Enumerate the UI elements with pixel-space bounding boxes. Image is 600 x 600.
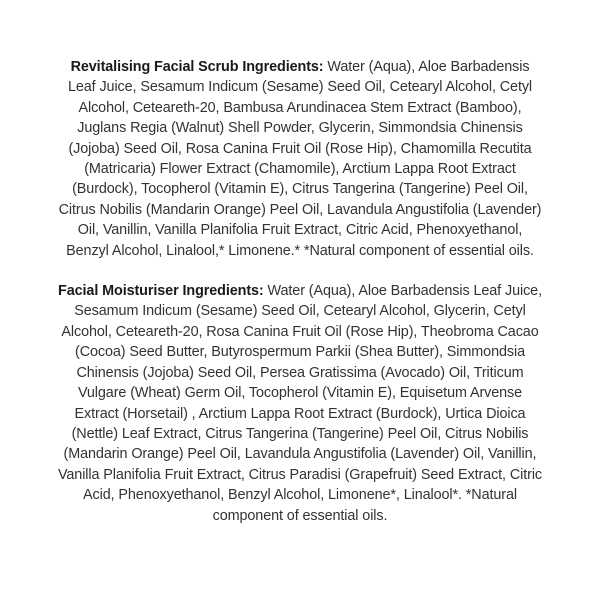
scrub-ingredients-list: Water (Aqua), Aloe Barbadensis Leaf Juice, Sesamum Indicum (Sesame) Seed Oil, Cetearyl Alcohol, Cetyl Alcohol, Ceteareth-20, Bambusa Arundinacea Stem Extract (Bamboo), Juglans Regia (Walnut) Shell Powder, Glycerin, Simmondsia Chinensis (Jojoba) Seed Oil, Rosa Canina Fruit Oil (Rose Hip), Chamomilla Recutita (Matricaria) Flower Extract (Chamomile), Arctium Lappa Root Extract (Burdock), Tocopherol (Vitamin E), Citrus Tangerina (Tangerine) Peel Oil, Citrus Nobilis (Mandarin Orange) Peel Oil, Lavandula Angustifolia (Lavender) Oil, Vanillin, Vanilla Planifolia Fruit Extract, Citric Acid, Phenoxyethanol, Benzyl Alcohol, Linalool,* Limonene.* *Natural component of essential oils. xyxy=(58,59,542,259)
moisturiser-ingredients-heading: Facial Moisturiser Ingredients: xyxy=(58,283,264,300)
scrub-ingredients-paragraph xyxy=(55,57,545,261)
moisturiser-ingredients-list: Water (Aqua), Aloe Barbadensis Leaf Juice, Sesamum Indicum (Sesame) Seed Oil, Cetearyl Alcohol, Glycerin, Cetyl Alcohol, Ceteareth-20, Rosa Canina Fruit Oil (Rose Hip), Theobroma Cacao (Cocoa) Seed Butter, Butyrospermum Parkii (Shea Butter), Simmondsia Chinensis (Jojoba) Seed Oil, Persea Gratissima (Avocado) Oil, Triticum Vulgare (Wheat) Germ Oil, Tocopherol (Vitamin E), Equisetum Arvense Extract (Horsetail) , Arctium Lappa Root Extract (Burdock), Urtica Dioica (Nettle) Leaf Extract, Citrus Tangerina (Tangerine) Peel Oil, Citrus Nobilis (Mandarin Orange) Peel Oil, Lavandula Angustifolia (Lavender) Oil, Vanillin, Vanilla Planifolia Fruit Extract, Citrus Paradisi (Grapefruit) Seed Extract, Citric Acid, Phenoxyethanol, Benzyl Alcohol, Limonene*, Linalool*. *Natural component of essential oils. xyxy=(57,283,543,524)
scrub-ingredients-heading: Revitalising Facial Scrub Ingredients: xyxy=(70,59,324,75)
moisturiser-ingredients-paragraph xyxy=(55,281,545,526)
